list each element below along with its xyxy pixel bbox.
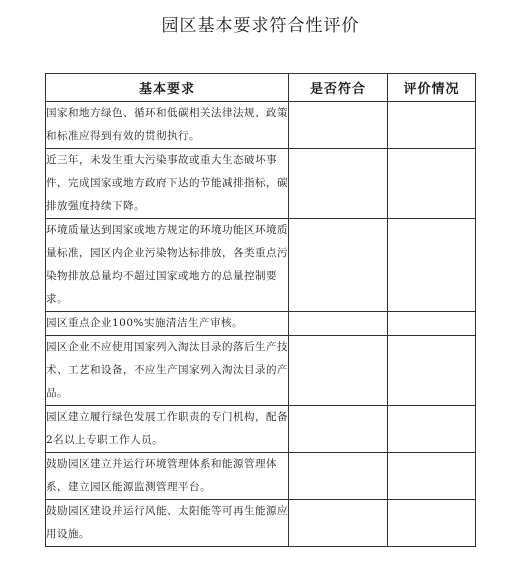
conform-cell[interactable] bbox=[289, 500, 388, 547]
table-row bbox=[46, 500, 476, 547]
table-row bbox=[46, 312, 476, 336]
header-conform: 是否符合 bbox=[289, 74, 388, 102]
requirement-cell: 园区建立履行绿色发展工作职责的专门机构，配备2名以上专职工作人员。 bbox=[46, 406, 289, 453]
conform-cell[interactable] bbox=[289, 219, 388, 312]
header-requirement: 基本要求 bbox=[46, 74, 289, 102]
evaluation-cell[interactable] bbox=[388, 102, 476, 149]
table-row bbox=[46, 149, 476, 219]
evaluation-cell[interactable] bbox=[388, 149, 476, 219]
requirement-cell: 鼓励园区建设并运行风能、太阳能等可再生能源应用设施。 bbox=[46, 500, 289, 547]
requirement-cell: 环境质量达到国家或地方规定的环境功能区环境质量标准，园区内企业污染物达标排放，各类重点污染物排放总量均不超过国家或地方的总量控制要求。 bbox=[46, 219, 289, 312]
table-row bbox=[46, 102, 476, 149]
evaluation-cell[interactable] bbox=[388, 453, 476, 500]
requirement-cell: 国家和地方绿色、循环和低碳相关法律法规、政策和标准应得到有效的贯彻执行。 bbox=[46, 102, 289, 149]
evaluation-cell[interactable] bbox=[388, 312, 476, 336]
table-row bbox=[46, 219, 476, 312]
table-header-row bbox=[46, 74, 476, 102]
requirement-cell: 园区重点企业100%实施清洁生产审核。 bbox=[46, 312, 289, 336]
table-row bbox=[46, 336, 476, 406]
conform-cell[interactable] bbox=[289, 312, 388, 336]
conform-cell[interactable] bbox=[289, 336, 388, 406]
table-row bbox=[46, 453, 476, 500]
evaluation-cell[interactable] bbox=[388, 219, 476, 312]
requirement-cell: 鼓励园区建立并运行环境管理体系和能源管理体系，建立园区能源监测管理平台。 bbox=[46, 453, 289, 500]
document-title: 园区基本要求符合性评价 bbox=[161, 16, 360, 36]
evaluation-cell[interactable] bbox=[388, 500, 476, 547]
table-row bbox=[46, 406, 476, 453]
header-evaluation: 评价情况 bbox=[388, 74, 476, 102]
evaluation-cell[interactable] bbox=[388, 406, 476, 453]
evaluation-cell[interactable] bbox=[388, 336, 476, 406]
conform-cell[interactable] bbox=[289, 406, 388, 453]
conform-cell[interactable] bbox=[289, 102, 388, 149]
conform-cell[interactable] bbox=[289, 453, 388, 500]
requirement-cell: 近三年，未发生重大污染事故或重大生态破坏事件，完成国家或地方政府下达的节能减排指标，碳排放强度持续下降。 bbox=[46, 149, 289, 219]
requirements-table bbox=[45, 73, 476, 547]
conform-cell[interactable] bbox=[289, 149, 388, 219]
requirement-cell: 园区企业不应使用国家列入淘汰目录的落后生产技术、工艺和设备，不应生产国家列入淘汰目录的产品。 bbox=[46, 336, 289, 406]
